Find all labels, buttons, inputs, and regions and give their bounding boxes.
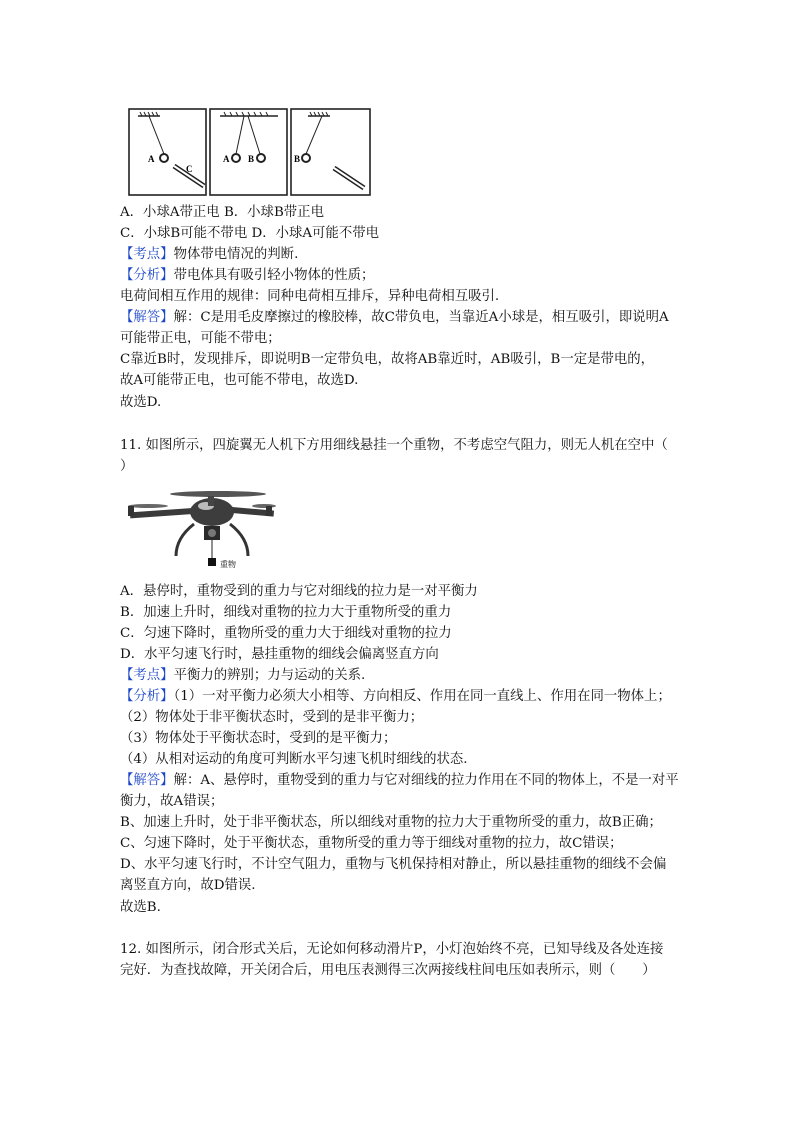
- q11-option-c: C．匀速下降时，重物所受的重力大于细线对重物的拉力: [120, 626, 452, 641]
- pendulum-panels: [128, 108, 373, 196]
- fenxi-text: 带电体具有吸引轻小物体的性质；: [173, 268, 375, 283]
- q11-jieda-2: 衡力，故A错误；: [120, 794, 224, 809]
- q11-stem-2: ）: [120, 459, 134, 474]
- label-c: C: [186, 164, 193, 174]
- q11-jieda-5: D、水平匀速飞行时，不计空气阻力，重物与飞机保持相对静止，所以悬挂重物的细线不会偏: [120, 857, 667, 872]
- q10-fenxi: [120, 266, 374, 286]
- pendulum-figure: [128, 108, 373, 196]
- q11-fenxi-3: （3）物体处于平衡状态时，受到的是平衡力；: [120, 731, 397, 746]
- label-b: B: [248, 154, 255, 164]
- q11-jieda: [120, 771, 679, 791]
- drone-figure: [124, 484, 276, 574]
- q12-stem-1: 12. 如图所示，闭合形式关后，无论如何移动滑片P，小灯泡始终不亮，已知导线及各处连接: [120, 942, 664, 957]
- q11-jieda-4: C、匀速下降时，处于平衡状态，重物所受的重力等于细线对重物的拉力，故C错误；: [120, 836, 623, 851]
- q10-jieda-2: 可能带正电，可能不带电；: [120, 331, 281, 346]
- q10-options-1: A．小球A带正电 B．小球B带正电: [120, 205, 324, 220]
- q11-option-d: D．水平匀速飞行时，悬挂重物的细线会偏离竖直方向: [120, 647, 439, 662]
- fenxi-tag: 【分析】: [120, 689, 174, 704]
- label-b-2: B: [294, 154, 301, 164]
- q11-jieda-3: B、加速上升时，处于非平衡状态，所以细线对重物的拉力大于重物所受的重力，故B正确；: [120, 815, 662, 830]
- q10-jieda-4: 故A可能带正电，也可能不带电，故选D.: [120, 373, 359, 388]
- drone-illustration: [124, 484, 276, 574]
- q10-jieda-3: C靠近B时，发现排斥，即说明B一定带负电，故将AB靠近时，AB吸引，B一定是带电的，: [120, 352, 655, 367]
- jieda-text: 解：A、悬停时，重物受到的重力与它对细线的拉力作用在不同的物体上，不是一对平: [173, 773, 679, 788]
- fenxi-tag: 【分析】: [120, 268, 174, 283]
- q10-kaodian: [120, 245, 298, 265]
- q12-stem-2: 完好．为查找故障，开关闭合后，用电压表测得三次两接线柱间电压如表所示，则（ ）: [120, 963, 656, 978]
- q10-answer: 故选D.: [120, 395, 162, 410]
- q11-fenxi-4: （4）从相对运动的角度可判断水平匀速飞机时细线的状态.: [120, 752, 468, 767]
- q10-fenxi-2: 电荷间相互作用的规律：同种电荷相互排斥，异种电荷相互吸引.: [120, 289, 500, 304]
- kaodian-text: 平衡力的辨别；力与运动的关系.: [173, 668, 366, 683]
- kaodian-text: 物体带电情况的判断.: [173, 247, 299, 262]
- jieda-tag: 【解答】: [120, 310, 174, 325]
- q11-kaodian: [120, 666, 365, 686]
- weight-label: 重物: [220, 560, 236, 569]
- label-a: A: [148, 154, 155, 164]
- q10-options-2: C．小球B可能不带电 D．小球A可能不带电: [120, 226, 379, 241]
- kaodian-tag: 【考点】: [120, 247, 174, 262]
- q11-stem-1: 11. 如图所示，四旋翼无人机下方用细线悬挂一个重物，不考虑空气阻力，则无人机在空中（: [120, 438, 668, 453]
- q11-answer: 故选B.: [120, 900, 161, 915]
- jieda-text: 解：C是用毛皮摩擦过的橡胶棒，故C带负电，当靠近A小球是，相互吸引，即说明A: [173, 310, 669, 325]
- q11-jieda-6: 离竖直方向，故D错误.: [120, 878, 256, 893]
- q11-fenxi-2: （2）物体处于非平衡状态时，受到的是非平衡力；: [120, 710, 424, 725]
- fenxi-text: （1）一对平衡力必须大小相等、方向相反、作用在同一直线上、作用在同一物体上；: [173, 689, 671, 704]
- label-a-2: A: [223, 154, 230, 164]
- jieda-tag: 【解答】: [120, 773, 174, 788]
- kaodian-tag: 【考点】: [120, 668, 174, 683]
- q11-fenxi: [120, 687, 671, 707]
- q10-jieda: [120, 308, 669, 328]
- q11-option-b: B．加速上升时，细线对重物的拉力大于重物所受的重力: [120, 605, 452, 620]
- q11-option-a: A．悬停时，重物受到的重力与它对细线的拉力是一对平衡力: [120, 584, 478, 599]
